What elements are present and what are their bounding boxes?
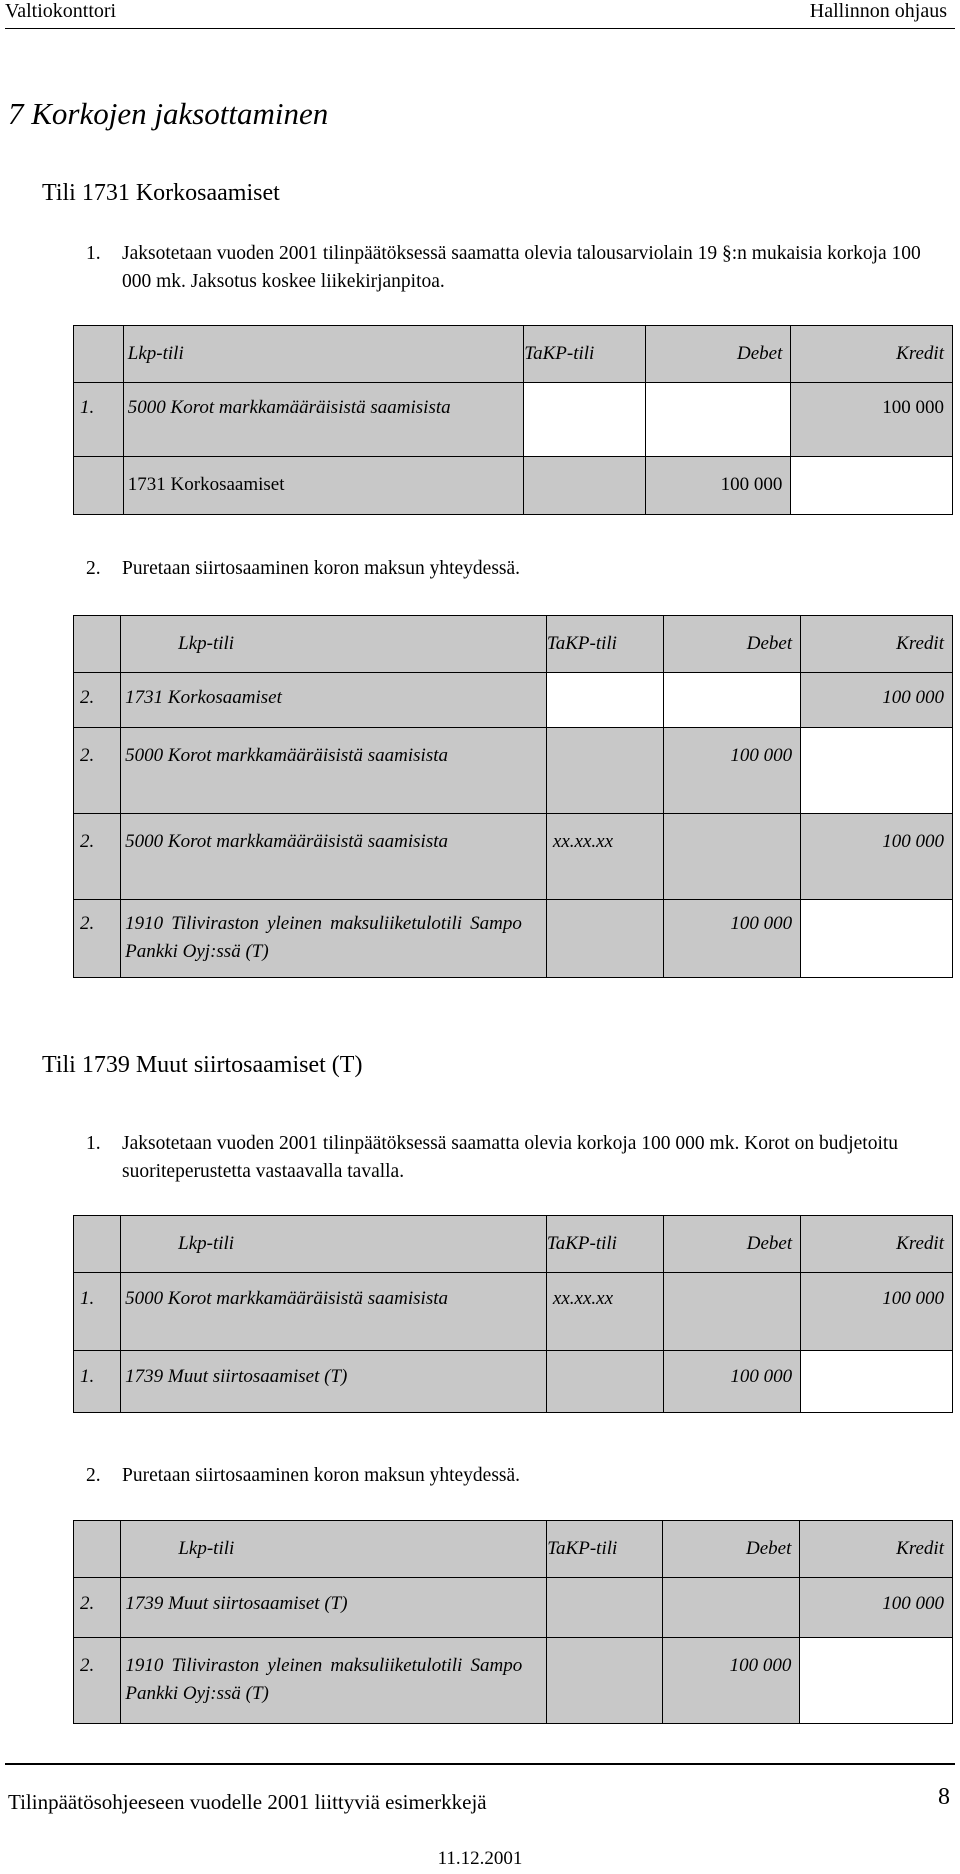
row-kredit (800, 1638, 953, 1724)
row-kredit: 100 000 (800, 1578, 953, 1638)
paragraph-number: 1. (86, 243, 101, 264)
row-account: 1910 Tiliviraston yleinen maksuliiketulotili Sampo Pankki Oyj:ssä (T) (121, 1638, 547, 1724)
paragraph (80, 1130, 940, 1186)
row-debet (646, 383, 791, 457)
paragraph-number: 2. (86, 558, 101, 579)
row-debet (664, 1273, 801, 1351)
header-debet: Debet (646, 326, 791, 383)
entry-table (73, 1215, 953, 1413)
row-takp (524, 383, 646, 457)
row-kredit: 100 000 (801, 814, 953, 900)
row-takp: xx.xx.xx (546, 814, 663, 900)
row-debet: 100 000 (664, 900, 801, 978)
row-takp (546, 900, 663, 978)
row-takp (547, 1638, 663, 1724)
row-takp: xx.xx.xx (546, 1273, 663, 1351)
row-account: 1731 Korkosaamiset (121, 673, 547, 728)
row-debet (664, 814, 801, 900)
entry-table (73, 615, 953, 978)
page-number: 8 (938, 1784, 950, 1810)
row-takp (524, 457, 646, 515)
row-number: 2. (74, 728, 121, 814)
header-left: Valtiokonttori (5, 0, 117, 22)
paragraph-number: 1. (86, 1133, 101, 1154)
row-account: 1731 Korkosaamiset (123, 457, 524, 515)
row-account: 1739 Muut siirtosaamiset (T) (121, 1351, 547, 1413)
row-account: 5000 Korot markkamääräisistä saamisista (121, 728, 547, 814)
paragraph (80, 240, 940, 296)
paragraph-text: Jaksotetaan vuoden 2001 tilinpäätöksessä saamatta olevia korkoja 100 000 mk. Korot on budjetoitu suoriteperustetta vastaavalla tavalla. (122, 1133, 899, 1182)
entry-table (73, 325, 953, 515)
page-header (5, 0, 955, 29)
row-kredit (801, 1351, 953, 1413)
paragraph-text: Puretaan siirtosaaminen koron maksun yhteydessä. (122, 558, 521, 579)
header-lkp: Lkp-tili (123, 326, 524, 383)
row-account: 5000 Korot markkamääräisistä saamisista (123, 383, 524, 457)
row-number: 2. (74, 814, 121, 900)
header-kredit: Kredit (801, 1216, 953, 1273)
row-takp (546, 1351, 663, 1413)
header-takp: TaKP-tili (547, 1521, 663, 1578)
row-takp (547, 1578, 663, 1638)
header-kredit: Kredit (791, 326, 953, 383)
row-number: 1. (74, 383, 124, 457)
footer-rule (5, 1763, 955, 1765)
row-account: 5000 Korot markkamääräisistä saamisista (121, 814, 547, 900)
row-debet: 100 000 (663, 1638, 800, 1724)
paragraph (80, 1462, 940, 1490)
row-takp (546, 728, 663, 814)
row-account: 1910 Tiliviraston yleinen maksuliiketulotili Sampo Pankki Oyj:ssä (T) (121, 900, 547, 978)
header-takp: TaKP-tili (524, 326, 646, 383)
entry-table (73, 1520, 953, 1724)
header-lkp: Lkp-tili (121, 1521, 547, 1578)
header-debet: Debet (664, 616, 801, 673)
row-number: 2. (74, 673, 121, 728)
row-number (74, 457, 124, 515)
header-lkp: Lkp-tili (121, 616, 547, 673)
header-lkp: Lkp-tili (121, 1216, 547, 1273)
header-debet: Debet (663, 1521, 800, 1578)
row-number: 1. (74, 1351, 121, 1413)
row-debet (664, 673, 801, 728)
row-number: 2. (74, 1638, 121, 1724)
paragraph-text: Jaksotetaan vuoden 2001 tilinpäätöksessä saamatta olevia talousarviolain 19 §:n mukaisia korkoja 100 000 mk. Jaksotus koskee liikekirjanpitoa. (122, 243, 921, 292)
row-kredit: 100 000 (791, 383, 953, 457)
paragraph (80, 555, 940, 583)
section-title: Tili 1731 Korkosaamiset (42, 180, 280, 206)
row-account: 5000 Korot markkamääräisistä saamisista (121, 1273, 547, 1351)
paragraph-text: Puretaan siirtosaaminen koron maksun yhteydessä. (122, 1465, 521, 1486)
footer-date: 11.12.2001 (437, 1848, 523, 1869)
row-number: 2. (74, 1578, 121, 1638)
header-right: Hallinnon ohjaus (809, 0, 947, 22)
row-number: 2. (74, 900, 121, 978)
header-takp: TaKP-tili (546, 1216, 663, 1273)
header-kredit: Kredit (801, 616, 953, 673)
header-takp: TaKP-tili (546, 616, 663, 673)
paragraph-number: 2. (86, 1465, 101, 1486)
row-kredit: 100 000 (801, 673, 953, 728)
section-title: Tili 1739 Muut siirtosaamiset (T) (42, 1052, 363, 1078)
row-number: 1. (74, 1273, 121, 1351)
row-account: 1739 Muut siirtosaamiset (T) (121, 1578, 547, 1638)
row-debet: 100 000 (646, 457, 791, 515)
row-kredit: 100 000 (801, 1273, 953, 1351)
header-kredit: Kredit (800, 1521, 953, 1578)
row-takp (546, 673, 663, 728)
header-debet: Debet (664, 1216, 801, 1273)
row-kredit (801, 900, 953, 978)
row-debet: 100 000 (664, 1351, 801, 1413)
row-debet: 100 000 (664, 728, 801, 814)
row-kredit (801, 728, 953, 814)
row-debet (663, 1578, 800, 1638)
row-kredit (791, 457, 953, 515)
footer-text: Tilinpäätösohjeeseen vuodelle 2001 liittyviä esimerkkejä (8, 1790, 487, 1814)
chapter-title: 7 Korkojen jaksottaminen (8, 96, 329, 131)
